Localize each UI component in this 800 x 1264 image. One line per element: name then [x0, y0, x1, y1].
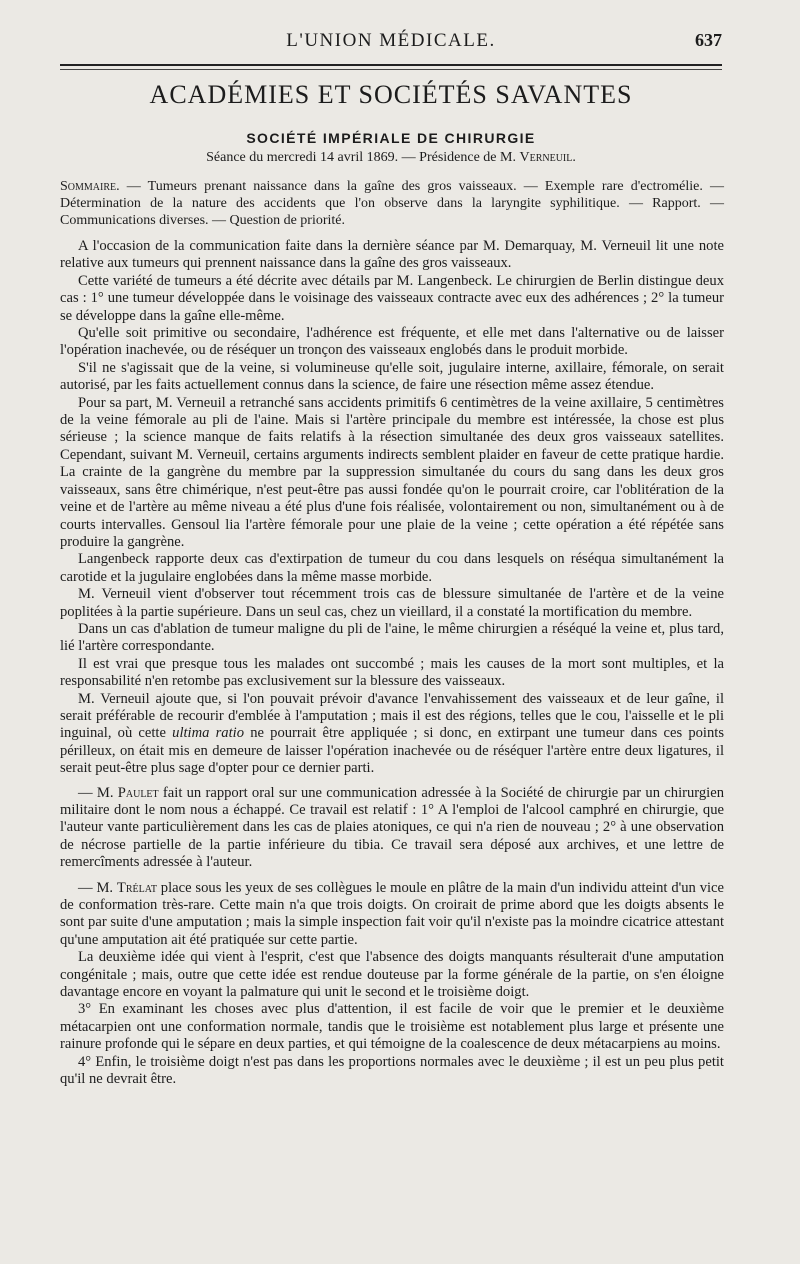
header-rule-thin: [60, 69, 722, 70]
journal-title: L'UNION MÉDICALE.: [286, 30, 496, 51]
trelat-name: Trélat: [116, 879, 157, 896]
paragraph: A l'occasion de la communication faite dans la dernière séance par M. Demarquay, M. Verneuil lit une note relative aux tumeurs qui prennent naissance dans la gaîne des gros vaisseaux.: [60, 238, 724, 272]
paulet-name: Paulet: [117, 784, 159, 801]
paragraph: Pour sa part, M. Verneuil a retranché sans accidents primitifs 6 centimètres de la veine axillaire, 5 centimètres de la veine fémorale au pli de l'aine. Mais si l'artère principale du membre est intéressée, la chose est plus sérieuse ; la science manque de faits relatifs à la résection simultanée des deux gros vaisseaux satellites. Cependant, suivant M. Verneuil, certains arguments indirects semblent plaider en faveur de cette pratique hardie. La crainte de la gangrène du membre par la suppression simultanée du cours du sang dans les deux gros vaisseaux, sans être chimérique, n'est peut-être pas aussi fondée qu'on le pourrait croire, car l'oblitération de la veine et de l'artère au même niveau a été plus d'une fois réalisée, volontairement ou non, simultanément ou à de courts intervalles. Gensoul lia l'artère fémorale pour une plaie de la veine ; cette opération a été répétée sans produire la gangrène.: [60, 394, 724, 550]
header-rule-thick: [60, 64, 722, 66]
paragraph: Cette variété de tumeurs a été décrite avec détails par M. Langenbeck. Le chirurgien de Berlin distingue deux cas : 1° une tumeur développée dans le voisinage des vaisseaux contracte avec eux des adhérences ; 2° la tumeur se développe dans la gaîne elle-même.: [60, 272, 724, 324]
paragraph: S'il ne s'agissait que de la veine, si volumineuse qu'elle soit, jugulaire interne, axillaire, fémorale, on serait autorisé, par les faits actuellement connus dans la science, de faire une résection même assez étendue.: [60, 359, 724, 394]
paragraph: Dans un cas d'ablation de tumeur maligne du pli de l'aine, le même chirurgien a réséqué la veine et, plus tard, lié l'artère correspondante.: [60, 620, 724, 655]
running-head: [60, 30, 722, 56]
paragraph-paulet: — M. Paulet fait un rapport oral sur une communication adressée à la Société de chirurgie par un chirurgien militaire dont le nom nous a échappé. Ce travail est relatif : 1° A l'emploi de l'alcool camphré en chirurgie, que l'auteur vante particulièrement dans les cas de plaies atoniques, ce qui n'a rien de nouveau ; 2° à une observation de nécrose partielle de la partie inférieure du tibia. Ce travail sera déposé aux archives, et une lettre de remercîments adressée à l'auteur.: [60, 784, 725, 871]
summary-text: . — Tumeurs prenant naissance dans la gaîne des gros vaisseaux. — Exemple rare d'ectromélie. — Détermination de la nature des accidents que l'on observe dans la laryngite syphilitique. — Rapport. — Communications diverses. — Question de priorité.: [60, 179, 724, 228]
paragraph-trelat: — M. Trélat place sous les yeux de ses collègues le moule en plâtre de la main d'un individu atteint d'un vice de conformation très-rare. Cette main n'a que trois doigts. On croirait de prime abord que les doigts absents le sont par suite d'une amputation ; mais la simple inspection fait voir qu'il n'existe pas la moindre cicatrice attestant qu'une amputation ait été pratiquée sur cette partie.: [60, 879, 724, 948]
session-date: Séance du mercredi 14 avril 1869. — Présidence de M.: [206, 150, 520, 165]
summary: [60, 178, 724, 229]
summary-label: Sommaire: [60, 179, 117, 194]
paragraph: 3° En examinant les choses avec plus d'attention, il est facile de voir que le premier et le deuxième métacarpien ont une conformation normale, tandis que le troisième est notablement plus large et présente une rainure profonde qui le sépare en deux parties, et qui témoigne de la coalescence de deux métacarpiens au moins.: [60, 1001, 724, 1053]
paragraph: M. Verneuil vient d'observer tout récemment trois cas de blessure simultanée de l'artère et de la veine poplitées à la partie supérieure. Dans un seul cas, chez un vieillard, il a constaté la mortification du membre.: [60, 586, 724, 620]
session-line: [60, 150, 722, 166]
paragraph: Langenbeck rapporte deux cas d'extirpation de tumeur du cou dans lesquels on réséqua simultanément la carotide et la jugulaire englobées dans la même masse morbide.: [60, 551, 724, 585]
paragraph: Qu'elle soit primitive ou secondaire, l'adhérence est fréquente, et elle met dans l'alternative ou de laisser l'opération inachevée, ou de réséquer un tronçon des vaisseaux englobés dans le produit morbide.: [60, 325, 724, 359]
paragraph: La deuxième idée qui vient à l'esprit, c'est que l'absence des doigts manquants résulterait d'une amputation congénitale ; mais, outre que cette idée est rendue douteuse par la forme générale de la partie, on s'en éloigne davantage encore en voyant la palmature qui unit le second et le troisième doigt.: [60, 949, 724, 1001]
paragraph: Il est vrai que presque tous les malades ont succombé ; mais les causes de la mort sont multiples, et la responsabilité n'en retombe pas exclusivement sur la blessure des vaisseaux.: [60, 655, 724, 690]
paragraph: 4° Enfin, le troisième doigt n'est pas dans les proportions normales avec le deuxième ; il est un peu plus petit qu'il ne devrait être.: [60, 1053, 724, 1088]
session-period: .: [572, 150, 576, 165]
article-body: [60, 238, 724, 1089]
page-number: 637: [695, 30, 722, 50]
ultima-ratio-italic: ultima ratio: [172, 725, 245, 742]
paragraph-verneuil: M. Verneuil ajoute que, si l'on pouvait prévoir d'avance l'envahissement des vaisseaux et de leur gaîne, il serait préférable de recourir d'emblée à l'amputation ; mais il est des régions, telles que le cou, l'aisselle et le pli inguinal, où cette ultima ratio ne pourrait être appliquée ; si donc, en extirpant une tumeur dans ces points périlleux, on était mis en demeure de laisser l'opération inachevée ou de réséquer l'artère entre deux ligatures, il serait peut-être plus sage d'opter pour ce dernier parti.: [60, 690, 724, 777]
section-title: ACADÉMIES ET SOCIÉTÉS SAVANTES: [149, 80, 633, 109]
society-heading: SOCIÉTÉ IMPÉRIALE DE CHIRURGIE: [246, 130, 536, 146]
president-name: Verneuil: [519, 150, 573, 165]
